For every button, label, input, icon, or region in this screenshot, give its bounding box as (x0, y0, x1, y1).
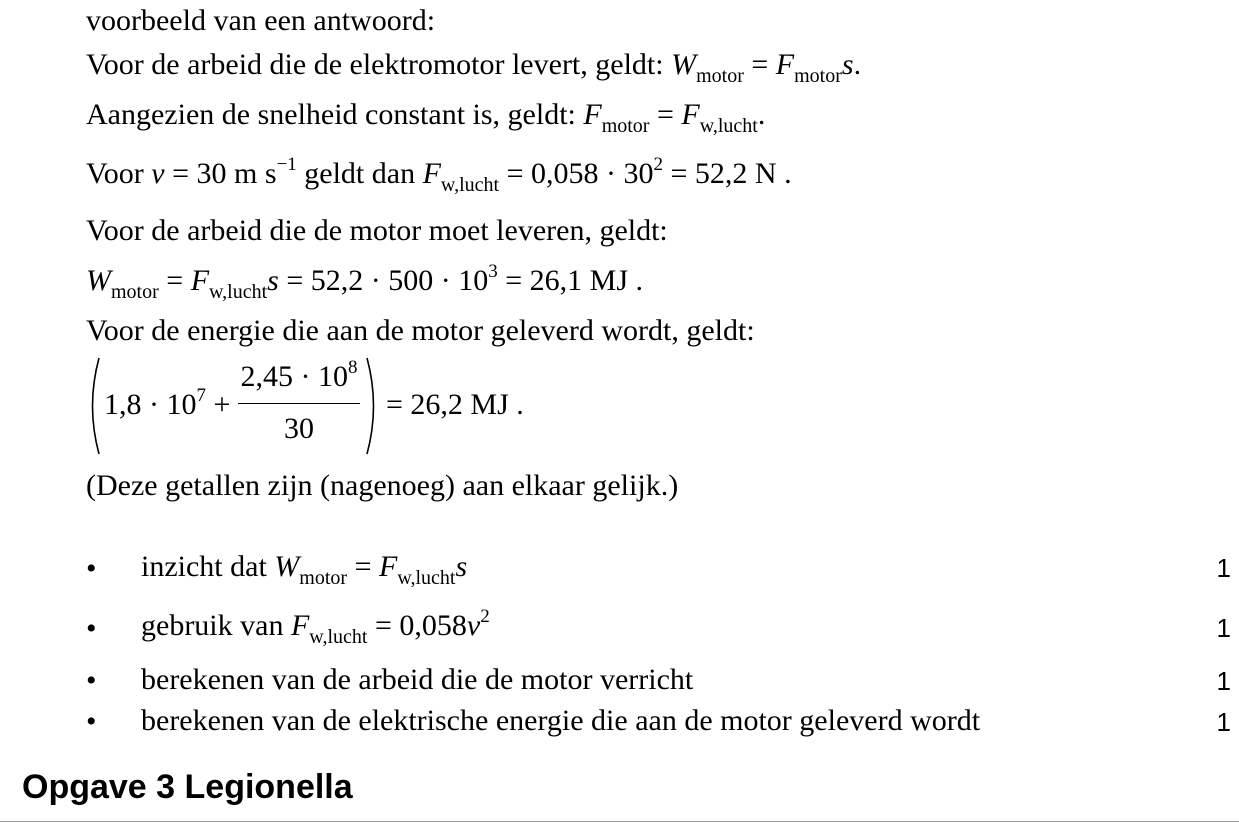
bullet-icon: • (86, 612, 97, 645)
section-heading: Opgave 3 Legionella (22, 768, 353, 806)
energy-supplied-text: Voor de energie die aan de motor geleverd wordt, geldt: (86, 314, 755, 347)
work-motor-line: Voor de arbeid die de elektromotor levert, geldt: $W_{motor} = F_{motor}s$. (86, 48, 862, 87)
fraction-numerator: $2,45 \cdot 10^8$ (240, 357, 358, 393)
criterion-4: berekenen van de elektrische energie die aan de motor geleverd wordt (141, 704, 981, 737)
bottom-divider (0, 821, 1239, 822)
bullet-icon: • (86, 664, 97, 697)
air-resistance-line: Voor v = 30 m $s^{-1}$ geldt dan $F_{w,lucht} = 0,058 \cdot 30^2 = 52,2$ N . (86, 154, 792, 196)
energy-left-term: $1,8 \cdot 10^7$ + (104, 385, 231, 421)
left-paren-icon (84, 356, 102, 456)
criterion-3: berekenen van de arbeid die de motor verricht (141, 663, 694, 696)
work-calc-line: $W_{motor} = F_{w,lucht}s = 52,2 \cdot 500 \cdot 10^3 = 26,1$ MJ . (86, 261, 644, 303)
criterion-3-score: 1 (1216, 666, 1231, 696)
criterion-1: inzicht dat $W_{motor} = F_{w,lucht}s$ (141, 550, 468, 589)
force-equality-text: Aangezien de snelheid constant is, geldt: (86, 98, 584, 131)
bullet-icon: • (86, 552, 97, 585)
fraction-denominator: 30 (284, 412, 314, 445)
work-motor-text: Voor de arbeid die de elektromotor levert, geldt: (86, 48, 672, 81)
criterion-4-score: 1 (1216, 707, 1231, 737)
answer-intro: voorbeeld van een antwoord: (86, 4, 436, 37)
right-paren-icon (364, 356, 382, 456)
work-required-text: Voor de arbeid die de motor moet leveren, geldt: (86, 214, 668, 247)
bullet-icon: • (86, 705, 97, 738)
energy-result: = 26,2 MJ . (386, 388, 524, 421)
criterion-2: gebruik van $F_{w,lucht} = 0,058v^2$ (141, 606, 490, 648)
criterion-1-score: 1 (1216, 553, 1231, 583)
criterion-2-score: 1 (1216, 613, 1231, 643)
fraction-bar (238, 403, 360, 404)
equality-note: (Deze getallen zijn (nagenoeg) aan elkaar gelijk.) (86, 469, 679, 502)
force-equality-line: Aangezien de snelheid constant is, geldt: $F_{motor} = F_{w,lucht}$. (86, 98, 766, 137)
